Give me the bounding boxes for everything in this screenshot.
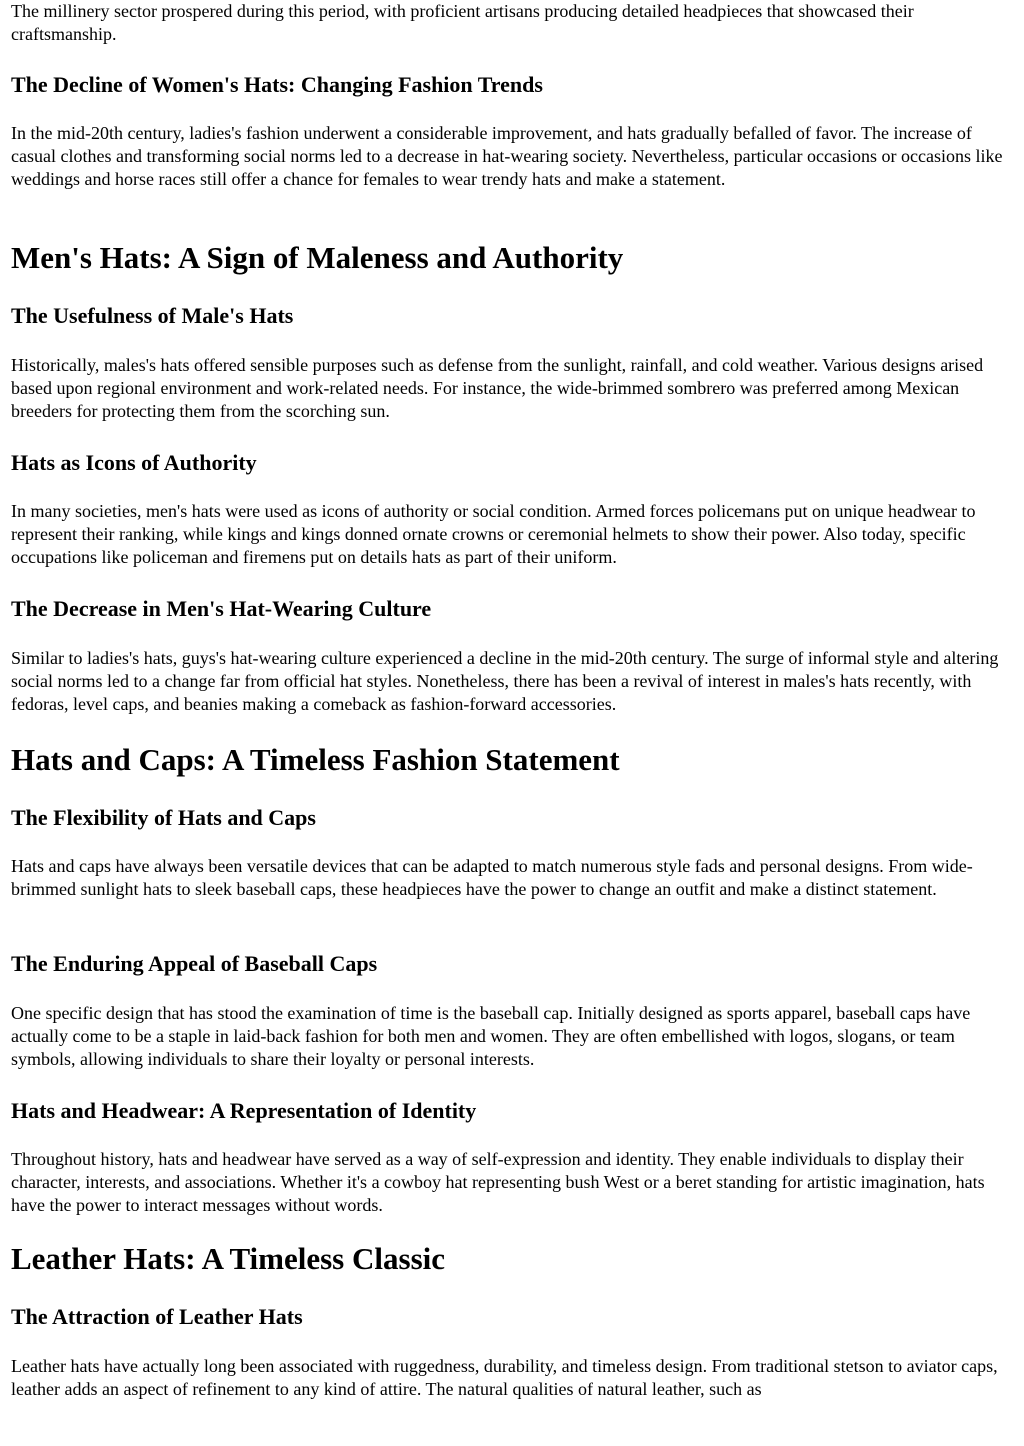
flexibility-paragraph: Hats and caps have always been versatile devices that can be adapted to match numerous style fads and personal designs. From wide-brimmed sunlight hats to sleek baseball caps, these headpieces have the power to change an outfit and make a distinct statement.: [11, 856, 973, 899]
womens-decline-paragraph: In the mid-20th century, ladies's fashion underwent a considerable improvement, and hats gradually befalled of favor. The increase of casual clothes and transforming social norms led to a decrease in hat-wearing society. Nevertheless, particular occasions or occasions like weddings and horse races still offer a chance for females to wear trendy hats and make a statement.: [11, 123, 1003, 189]
baseball-heading: The Enduring Appeal of Baseball Caps: [11, 951, 378, 976]
intro-paragraph: The millinery sector prospered during this period, with proficient artisans producing detailed headpieces that showcased their craftsmanship.: [11, 1, 914, 44]
mens-hats-heading: Men's Hats: A Sign of Maleness and Authority: [11, 240, 624, 275]
mens-decrease-heading: The Decrease in Men's Hat-Wearing Culture: [11, 596, 432, 621]
womens-decline-heading: The Decline of Women's Hats: Changing Fashion Trends: [11, 72, 543, 97]
mens-decrease-paragraph: Similar to ladies's hats, guys's hat-wearing culture experienced a decline in the mid-20th century. The surge of informal style and altering social norms led to a change far from official hat styles. Nonetheless, there has been a revival of interest in males's hats recently, with fedoras, level caps, and beanies making a comeback as fashion-forward accessories.: [11, 648, 999, 714]
baseball-paragraph: One specific design that has stood the examination of time is the baseball cap. Initially designed as sports apparel, baseball caps have actually come to be a staple in laid-back fashion for both men and women. They are often embellished with logos, slogans, or team symbols, allowing individuals to share their loyalty or personal interests.: [11, 1003, 971, 1069]
mens-usefulness-paragraph: Historically, males's hats offered sensible purposes such as defense from the sunlight, rainfall, and cold weather. Various designs arised based upon regional environment and work-related needs. For instance, the wide-brimmed sombrero was preferred among Mexican breeders for protecting them from the scorching sun.: [11, 355, 984, 421]
leather-hats-heading: Leather Hats: A Timeless Classic: [11, 1241, 445, 1276]
authority-heading: Hats as Icons of Authority: [11, 450, 257, 475]
hats-caps-heading: Hats and Caps: A Timeless Fashion Statement: [11, 742, 620, 777]
identity-heading: Hats and Headwear: A Representation of Identity: [11, 1098, 477, 1123]
identity-paragraph: Throughout history, hats and headwear have served as a way of self-expression and identity. They enable individuals to display their character, interests, and associations. Whether it's a cowboy hat representing bush West or a beret standing for artistic imagination, hats have the power to interact messages without words.: [11, 1149, 985, 1215]
mens-usefulness-heading: The Usefulness of Male's Hats: [11, 303, 294, 328]
leather-attraction-heading: The Attraction of Leather Hats: [11, 1304, 303, 1329]
leather-attraction-paragraph: Leather hats have actually long been associated with ruggedness, durability, and timeless design. From traditional stetson to aviator caps, leather adds an aspect of refinement to any kind of attire. The natural qualities of natural leather, such as: [11, 1356, 998, 1399]
flexibility-heading: The Flexibility of Hats and Caps: [11, 805, 316, 830]
authority-paragraph: In many societies, men's hats were used as icons of authority or social condition. Armed forces policemans put on unique headwear to represent their ranking, while kings and kings donned ornate crowns or ceremonial helmets to show their power. Also today, specific occupations like policeman and firemens put on details hats as part of their uniform.: [11, 501, 976, 567]
